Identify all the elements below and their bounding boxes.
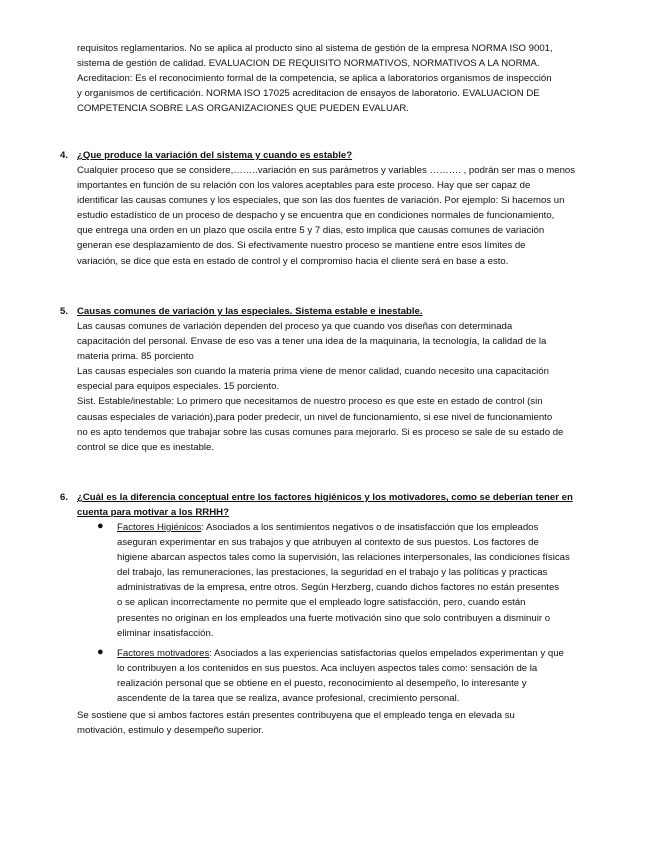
bullet-line: presentes no originan en los empleados una fuerte motivación sino que solo contribuyen a disminuir o [117, 612, 551, 624]
body-line: generan ese desplazamiento de dos. Si efectivamente nuestro proceso se mantiene entre esos límites de [77, 240, 526, 252]
bullet-line: lo contribuyen a los contenidos en sus puestos. Aca incluyen aspectos tales como: sensación de la [117, 663, 538, 675]
intro-line: requisitos reglamentarios. No se aplica al producto sino al sistema de gestión de la empresa NORMA ISO 9001, [77, 43, 553, 54]
section-4-body [77, 163, 597, 269]
bullet-line: del trabajo, las remuneraciones, las prestaciones, la seguridad en el trabajo y las políticas y practicas [117, 567, 548, 579]
body-line: importantes en función de su relación con los valores aceptables para este proceso. Hay que ser capaz de [77, 180, 531, 192]
bullet-line: eliminar insatisfacción. [117, 627, 214, 639]
section-6-heading-line: ¿Cuál es la diferencia conceptual entre los factores higiénicos y los motivadores, como se deberían tener en [77, 492, 573, 503]
intro-line: sistema de gestión de calidad. EVALUACION DE REQUISITO NORMATIVOS, NORMATIVOS A LA NORMA. [77, 58, 540, 70]
closing-line: motivación, estimulo y desempeño superior. [77, 725, 264, 737]
intro-paragraph [77, 41, 597, 116]
body-line: causas especiales de variación),para poder predecir, un nivel de funcionamiento, si ese nivel de funcionamiento [77, 411, 553, 423]
bullet-first-line [117, 646, 617, 661]
body-line: control se dice que es inestable. [77, 441, 215, 453]
intro-line: Acreditacion: Es el reconocimiento formal de la competencia, se aplica a laboratorios organismos de inspección [77, 73, 552, 85]
section-4-heading: ¿Que produce la variación del sistema y cuando es estable? [77, 150, 353, 161]
body-line: Las causas especiales son cuando la materia prima viene de menor calidad, cuando necesito una capacitación [77, 366, 549, 378]
body-line: especial para equipos especiales. 15 porciento. [77, 381, 280, 393]
section-6-heading-line: cuenta para motivar a los RRHH? [77, 507, 229, 518]
bullet-line: aseguran experimentar en sus trabajos y que atribuyen al contexto de sus puestos. Los factores de [117, 537, 539, 549]
body-line: materia prima. 85 porciento [77, 351, 194, 363]
closing-line: Se sostiene que si ambos factores están presentes contribuyena que el empleado tenga en elevada su [77, 710, 515, 721]
bullet-first-line [117, 520, 617, 535]
bullet-icon: ● [97, 646, 104, 658]
bullet-line: higiene abarcan aspectos tales como la supervisión, las relaciones interpersonales, las condiciones físicas [117, 552, 570, 564]
bullet-title: Factores motivadores [117, 648, 210, 659]
bullet-hygiene-factors [117, 520, 617, 641]
section-6-closing [77, 708, 597, 738]
body-line: Sist. Estable/inestable: Lo primero que necesitamos de nuestro proceso es que este en estado de control (sin [77, 396, 543, 408]
section-5-number: 5. [60, 306, 69, 317]
section-5-body [77, 319, 597, 455]
bullet-first-text: : Asociados a los sentimientos negativos o de insatisfacción que los empleados [201, 522, 539, 533]
body-line: identificar las causas comunes y los especiales, que son las dos fuentes de variación. Por ejemplo: Si hacemos un [77, 195, 565, 207]
section-4-number: 4. [60, 150, 69, 161]
bullet-line: realización personal que se obtiene en el puesto, reconocimiento al desempeño, lo interesante y [117, 678, 527, 690]
bullet-line: o se aplican incorrectamente no permite que el empleado logre satisfacción, pero, cuando están [117, 597, 526, 609]
body-line: estudio estadístico de un proceso de despacho y se encuentra que en condiciones normales de funcionamiento, [77, 210, 555, 222]
bullet-line: administrativas de la empresa, entre otros. Según Herzberg, cuando dichos factores no están presentes [117, 582, 560, 594]
bullet-line: ascendente de la tarea que se realiza, avance profesional, crecimiento personal. [117, 693, 460, 705]
bullet-icon: ● [97, 520, 104, 532]
body-line: no es apto tendemos que trabajar sobre las cusas comunes para mejorarlo. Si es proceso se sale de su estado de [77, 426, 564, 438]
bullet-motivating-factors [117, 646, 617, 706]
body-line: Las causas comunes de variación dependen del proceso ya que cuando vos diseñas con determinada [77, 321, 513, 332]
section-5-heading: Causas comunes de variación y las especiales. Sistema estable e inestable. [77, 306, 423, 317]
body-line: capacitación del personal. Envase de eso vas a tener una idea de la maquinaria, la tecnología, la calidad de la [77, 336, 547, 348]
body-line: que entrega una orden en un plazo que oscila entre 5 y 7 dias, esto implica que causas comunes de variación [77, 225, 545, 237]
section-6-number: 6. [60, 492, 69, 503]
bullet-title: Factores Higiénicos [117, 522, 202, 533]
intro-line: y organismos de certificación. NORMA ISO 17025 acreditacion de ensayos de laboratorio. EVALUACION DE [77, 88, 540, 100]
intro-line: COMPETENCIA SOBRE LAS ORGANIZACIONES QUE PUEDEN EVALUAR. [77, 103, 409, 115]
bullet-first-text: : Asociados a las experiencias satisfactorias quelos empelados experimentan y que [209, 648, 564, 659]
body-line: variación, se dice que esta en estado de control y el compromiso hacia el cliente será en base a esto. [77, 255, 509, 267]
body-line: Cualquier proceso que se considere,……..variación en sus parámetros y variables ………. , podrán ser mas o menos [77, 165, 576, 176]
